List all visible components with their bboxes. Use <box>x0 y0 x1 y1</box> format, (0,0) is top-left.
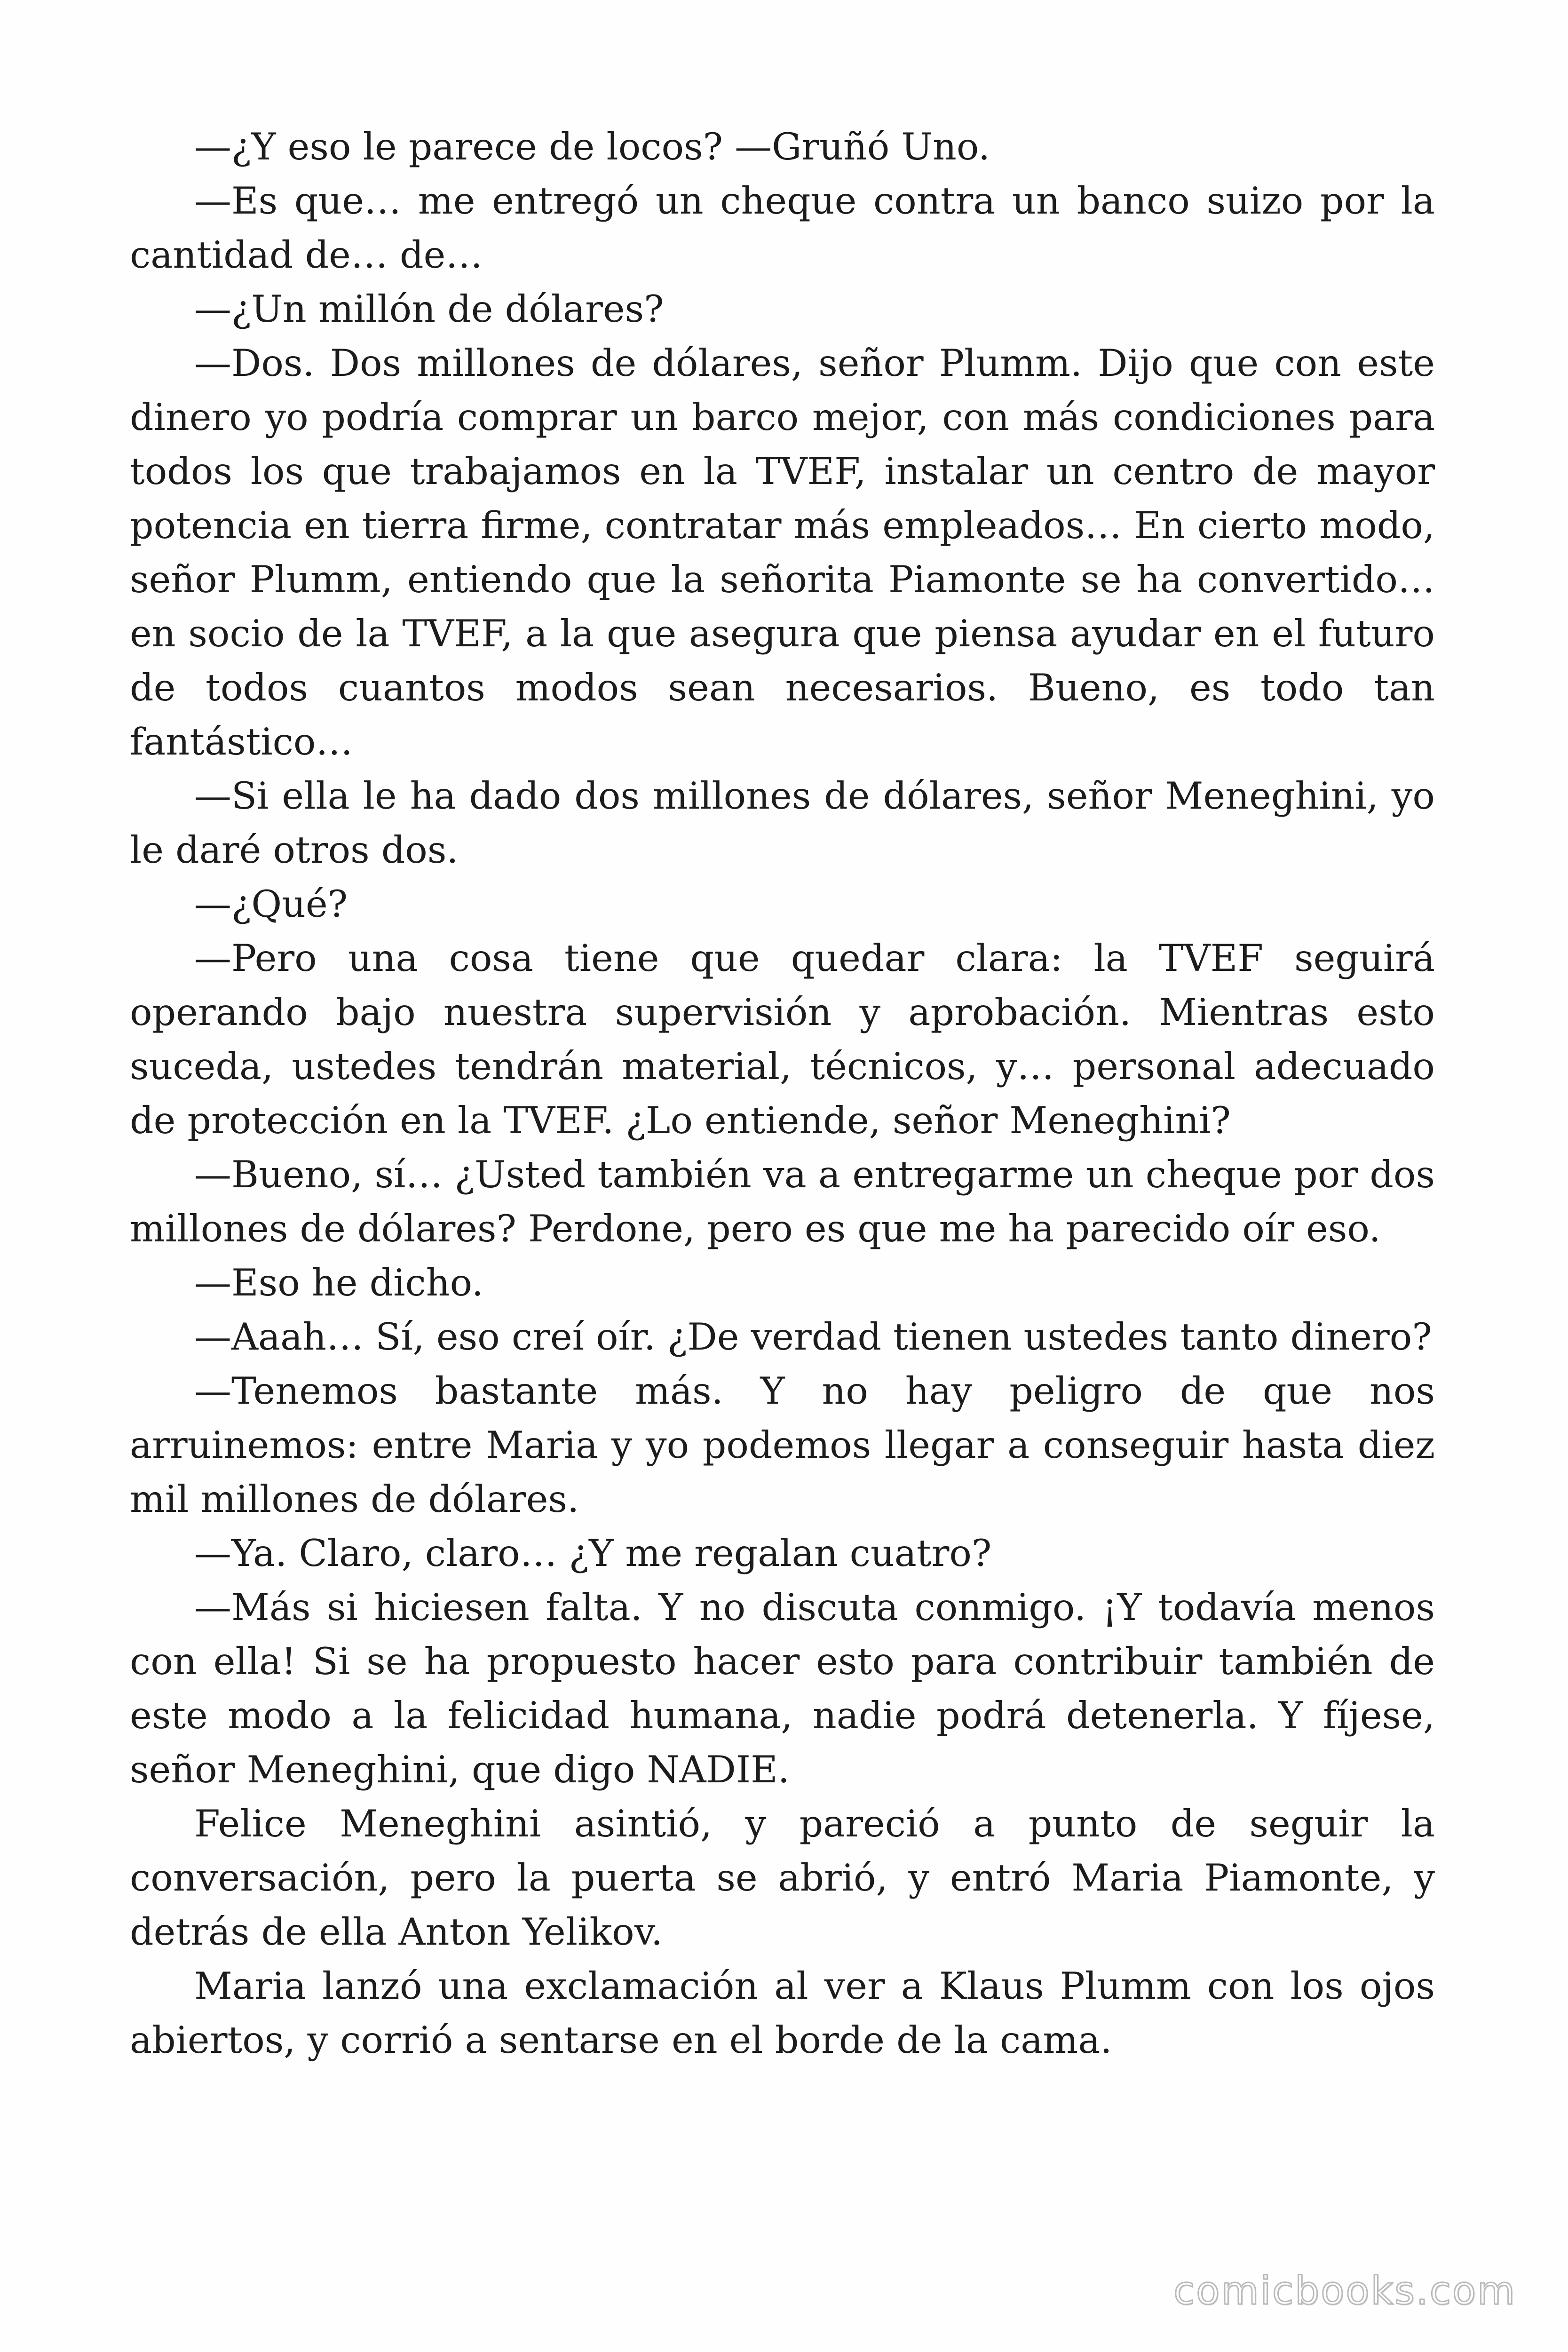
paragraph: —¿Y eso le parece de locos? —Gruñó Uno. <box>194 125 990 168</box>
watermark-text: comicbooks.com <box>1173 2269 1516 2313</box>
paragraph: —¿Qué? <box>194 882 348 926</box>
paragraph: —Tenemos bastante más. Y no hay peligro de que nos arruinemos: entre Maria y yo podemos llegar a conseguir hasta diez mil millones de dólares. <box>130 1369 1435 1521</box>
paragraph: —Es que… me entregó un cheque contra un banco suizo por la cantidad de… de… <box>130 179 1435 277</box>
paragraph: —Más si hiciesen falta. Y no discuta conmigo. ¡Y todavía menos con ella! Si se ha propuesto hacer esto para contribuir también de este modo a la felicidad humana, nadie podrá detenerla. Y fíjese, señor Meneghini, que digo NADIE. <box>130 1586 1435 1791</box>
body-text <box>130 120 1435 2067</box>
paragraph: —¿Un millón de dólares? <box>194 287 664 331</box>
paragraph: —Bueno, sí… ¿Usted también va a entregarme un cheque por dos millones de dólares? Perdone, pero es que me ha parecido oír eso. <box>130 1153 1435 1250</box>
paragraph: —Aaah… Sí, eso creí oír. ¿De verdad tienen ustedes tanto dinero? <box>194 1315 1432 1359</box>
paragraph: —Si ella le ha dado dos millones de dólares, señor Meneghini, yo le daré otros dos. <box>130 774 1435 872</box>
paragraph: —Eso he dicho. <box>194 1261 483 1304</box>
paragraph: —Dos. Dos millones de dólares, señor Plumm. Dijo que con este dinero yo podría comprar un barco mejor, con más condiciones para todos los que trabajamos en la TVEF, instalar un centro de mayor potencia en tierra firme, contratar más empleados… En cierto modo, señor Plumm, entiendo que la señorita Piamonte se ha convertido… en socio de la TVEF, a la que asegura que piensa ayudar en el futuro de todos cuantos modos sean necesarios. Bueno, es todo tan fantástico… <box>130 342 1435 763</box>
paragraph: —Ya. Claro, claro… ¿Y me regalan cuatro? <box>194 1532 992 1575</box>
paragraph: —Pero una cosa tiene que quedar clara: la TVEF seguirá operando bajo nuestra supervisión y aprobación. Mientras esto suceda, ustedes tendrán material, técnicos, y… personal adecuado de protección en la TVEF. ¿Lo entiende, señor Meneghini? <box>130 937 1435 1142</box>
paragraph: Felice Meneghini asintió, y pareció a punto de seguir la conversación, pero la puerta se abrió, y entró Maria Piamonte, y detrás de ella Anton Yelikov. <box>130 1802 1435 1954</box>
paragraph: Maria lanzó una exclamación al ver a Klaus Plumm con los ojos abiertos, y corrió a sentarse en el borde de la cama. <box>130 1964 1435 2062</box>
